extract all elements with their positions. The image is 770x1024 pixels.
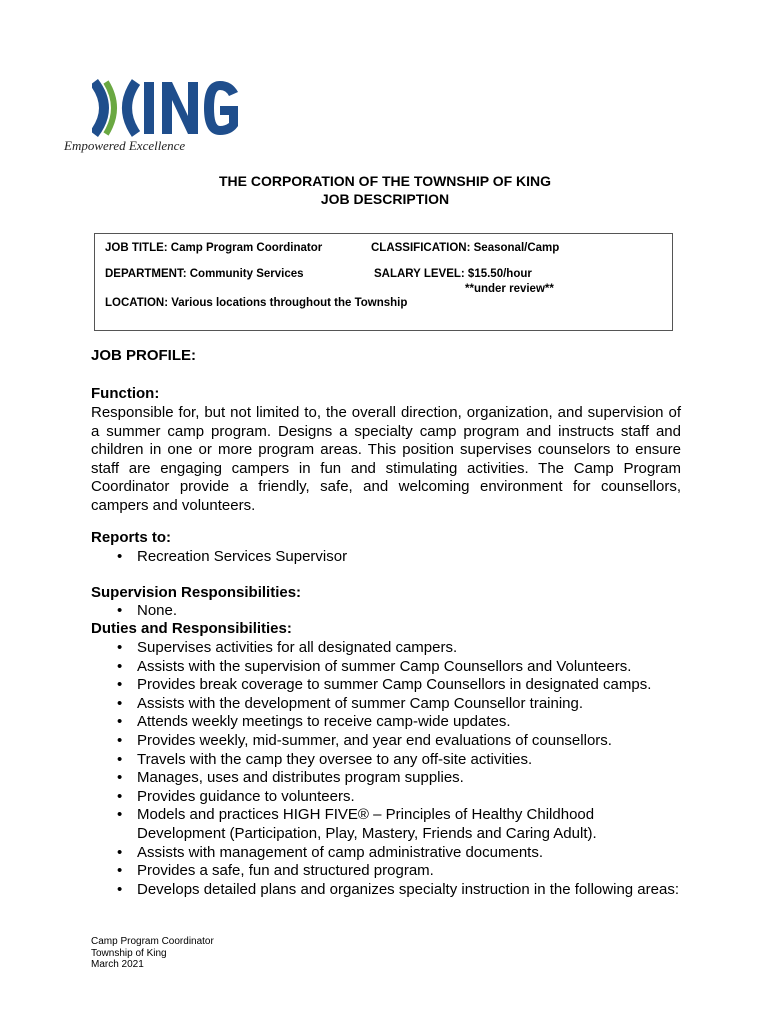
bullet-icon: •: [117, 843, 123, 861]
bullet-icon: •: [117, 880, 123, 898]
bullet-icon: •: [117, 548, 123, 565]
job-profile-title: JOB PROFILE:: [91, 347, 197, 364]
location-field: LOCATION: Various locations throughout the Township: [105, 297, 408, 309]
document-heading-organization: THE CORPORATION OF THE TOWNSHIP OF KING: [218, 173, 552, 189]
list-item: • Assists with the development of summer Camp Counsellor training.: [117, 694, 584, 712]
job-title-field: JOB TITLE: Camp Program Coordinator: [105, 242, 323, 254]
bullet-icon: •: [117, 676, 123, 694]
bullet-icon: •: [117, 713, 123, 731]
list-item: • Develops detailed plans and organizes specialty instruction in the following areas:: [117, 880, 679, 898]
list-item: • Models and practices HIGH FIVE® – Principles of Healthy Childhood Development (Participation, Play, Mastery, Friends and Caring Adult).: [117, 806, 597, 842]
footer-line: March 2021: [91, 959, 144, 970]
footer-line: Township of King: [91, 947, 167, 959]
list-item: • Supervises activities for all designated campers.: [117, 639, 458, 656]
list-item: • Provides a safe, fun and structured program.: [117, 862, 434, 880]
duties-title: Duties and Responsibilities:: [91, 620, 292, 637]
logo-tagline: Empowered Excellence: [64, 138, 186, 153]
list-item: • Provides guidance to volunteers.: [117, 787, 355, 805]
supervision-title: Supervision Responsibilities:: [91, 584, 302, 601]
duties-list: [91, 639, 681, 899]
footer-line: Camp Program Coordinator: [91, 936, 214, 947]
reports-to-title: Reports to:: [91, 529, 171, 546]
list-item: • Travels with the camp they oversee to any off-site activities.: [117, 750, 533, 768]
bullet-icon: •: [117, 769, 123, 787]
bullet-icon: •: [117, 657, 123, 675]
supervision-list: [91, 602, 681, 621]
list-item: • Recreation Services Supervisor: [117, 548, 348, 565]
list-item: • Provides break coverage to summer Camp Counsellors in designated camps.: [117, 676, 652, 694]
reports-to-list: [91, 548, 681, 567]
bullet-icon: •: [117, 602, 123, 619]
function-title: Function:: [91, 385, 160, 402]
bullet-icon: •: [117, 750, 123, 768]
salary-note: **under review**: [465, 283, 554, 295]
list-item: • Assists with management of camp administrative documents.: [117, 843, 544, 861]
list-item: • Manages, uses and distributes program supplies.: [117, 769, 464, 787]
bullet-icon: •: [117, 862, 123, 880]
list-item: • Attends weekly meetings to receive camp-wide updates.: [117, 713, 511, 731]
page-footer: [91, 936, 214, 971]
list-item: • None.: [117, 602, 178, 619]
classification-field: CLASSIFICATION: Seasonal/Camp: [371, 242, 560, 254]
document-heading-type: JOB DESCRIPTION: [320, 191, 450, 207]
bullet-icon: •: [117, 787, 123, 805]
function-text: Responsible for, but not limited to, the overall direction, organization, and supervision of a summer camp program. Designs a specialty camp program and instructs staff and children in one or more program areas. This position supervises counselors to ensure staff are engaging campers in fun and stimulating activities. The Camp Program Coordinator provide a friendly, safe, and welcoming environment for counsellors, campers and volunteers.: [91, 404, 681, 514]
bullet-icon: •: [117, 639, 123, 656]
department-field: DEPARTMENT: Community Services: [105, 268, 304, 280]
bullet-icon: •: [117, 806, 123, 824]
job-info-box: [94, 233, 673, 331]
list-item: • Assists with the supervision of summer Camp Counsellors and Volunteers.: [117, 657, 632, 675]
list-item: • Provides weekly, mid-summer, and year end evaluations of counsellors.: [117, 731, 612, 749]
king-logo-graphic: [92, 78, 242, 138]
bullet-icon: •: [117, 731, 123, 749]
bullet-icon: •: [117, 694, 123, 712]
salary-level-field: SALARY LEVEL: $15.50/hour: [374, 268, 532, 280]
